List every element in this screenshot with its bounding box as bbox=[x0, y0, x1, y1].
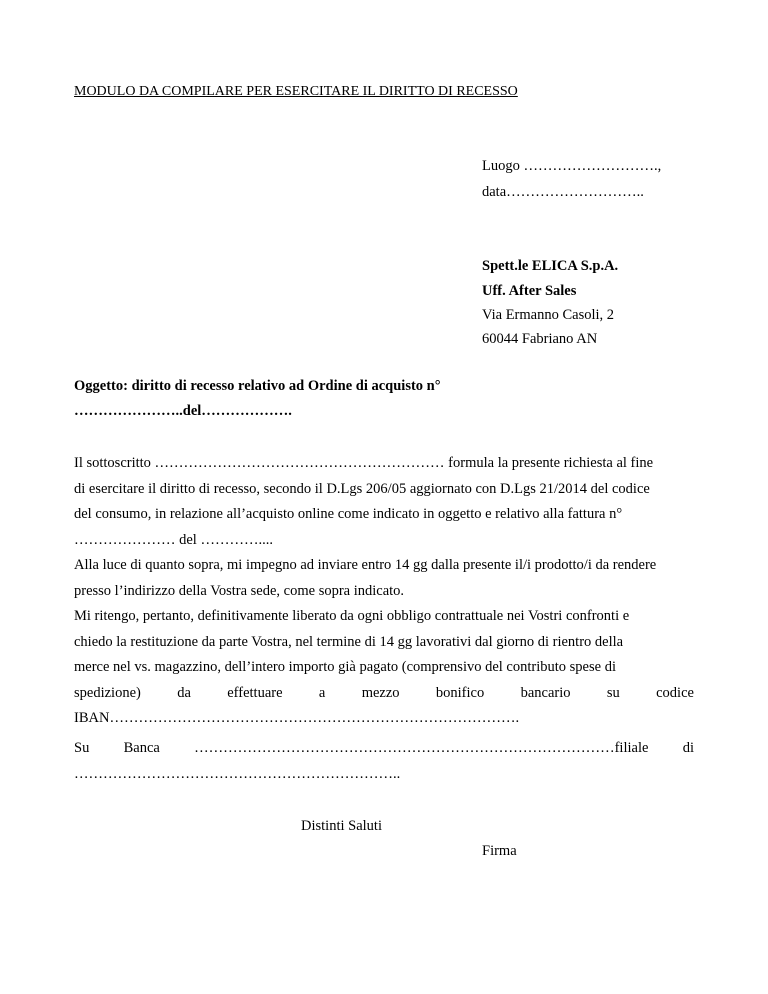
bank-branch-continuation: ………………………………………………………….. bbox=[74, 766, 401, 782]
body-line: di esercitare il diritto di recesso, secondo il D.Lgs 206/05 aggiornato con D.Lgs 21/2014 del codice bbox=[74, 480, 650, 497]
bank-word: Su bbox=[74, 740, 90, 756]
recipient-city: 60044 Fabriano AN bbox=[482, 331, 598, 347]
bank-word: di bbox=[682, 740, 694, 756]
bank-word: Banca bbox=[123, 740, 160, 756]
body-word: da bbox=[177, 684, 191, 701]
bank-branch-field: ……………………………………………………………………………filiale bbox=[194, 740, 649, 756]
body-line: presso l’indirizzo della Vostra sede, come sopra indicato. bbox=[74, 582, 405, 599]
subject-line-2: …………………..del………………. bbox=[74, 403, 292, 419]
recipient-street: Via Ermanno Casoli, 2 bbox=[482, 307, 615, 323]
bank-line bbox=[74, 740, 694, 757]
recipient-name: Spett.le ELICA S.p.A. bbox=[482, 258, 619, 274]
body-word: su bbox=[606, 684, 620, 701]
date-field: data……………………….. bbox=[482, 184, 644, 200]
body-line: Alla luce di quanto sopra, mi impegno ad inviare entro 14 gg dalla presente il/i prodotto/i da rendere bbox=[74, 557, 657, 573]
body-word: spedizione) bbox=[74, 684, 141, 701]
iban-words-line bbox=[74, 681, 694, 707]
subject-line-1: Oggetto: diritto di recesso relativo ad Ordine di acquisto n° bbox=[74, 378, 441, 394]
body-text: Il sottoscritto …………………………………………………… formula la presente richiesta al fine bbox=[74, 455, 654, 471]
recipient-office: Uff. After Sales bbox=[482, 283, 577, 299]
signature-label: Firma bbox=[482, 843, 517, 859]
body-word: codice bbox=[656, 684, 694, 701]
iban-field: IBAN…………………………………………………………………………. bbox=[74, 710, 520, 726]
body-line: Mi ritengo, pertanto, definitivamente liberato da ogni obbligo contrattuale nei Vostri confronti e bbox=[74, 608, 630, 624]
body-line: del consumo, in relazione all’acquisto online come indicato in oggetto e relativo alla fattura n° bbox=[74, 506, 623, 522]
request-paragraph bbox=[74, 451, 694, 732]
body-word: mezzo bbox=[361, 684, 400, 701]
body-line: ………………… del ………….... bbox=[74, 531, 273, 548]
place-field: Luogo ………………………., bbox=[482, 158, 662, 174]
body-line: chiedo la restituzione da parte Vostra, nel termine di 14 gg lavorativi dal giorno di rientro della bbox=[74, 633, 624, 650]
body-line: merce nel vs. magazzino, dell’intero importo già pagato (comprensivo del contributo spese di bbox=[74, 659, 616, 675]
body-word: a bbox=[318, 684, 326, 701]
body-word: bancario bbox=[520, 684, 571, 701]
body-word: bonifico bbox=[435, 684, 485, 701]
closing-greeting: Distinti Saluti bbox=[301, 818, 382, 834]
body-line bbox=[74, 451, 694, 477]
document-title: MODULO DA COMPILARE PER ESERCITARE IL DIRITTO DI RECESSO bbox=[74, 84, 518, 99]
body-word: effettuare bbox=[227, 684, 283, 701]
